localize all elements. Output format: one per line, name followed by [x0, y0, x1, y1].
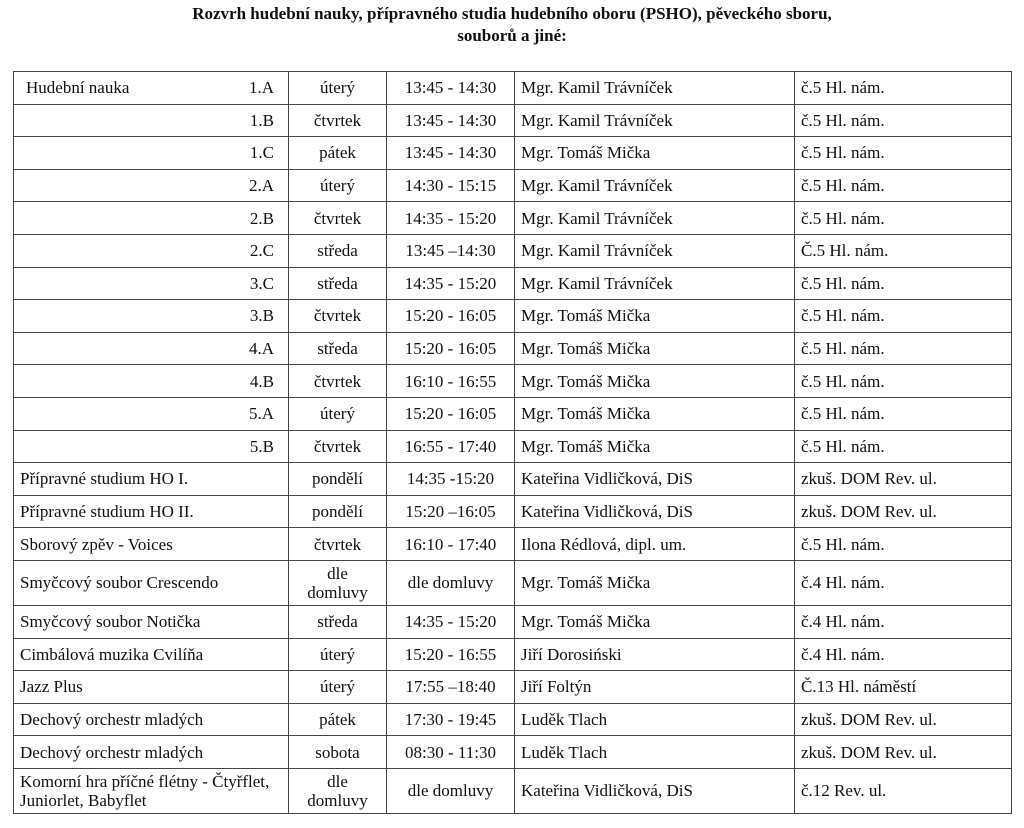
place-cell: č.12 Rev. ul. [795, 768, 1012, 813]
day-cell: čtvrtek [289, 300, 387, 333]
day-cell: čtvrtek [289, 528, 387, 561]
group-label: 5.B [249, 436, 274, 456]
group-label: 3.B [249, 306, 274, 326]
day-cell: úterý [289, 671, 387, 704]
teacher-cell: Mgr. Kamil Trávníček [515, 72, 795, 105]
subject-cell [14, 267, 289, 300]
place-cell: č.5 Hl. nám. [795, 365, 1012, 398]
teacher-cell: Jiří Foltýn [515, 671, 795, 704]
table-row [14, 234, 1012, 267]
table-row [14, 300, 1012, 333]
time-cell: 13:45 - 14:30 [387, 137, 515, 170]
table-row [14, 72, 1012, 105]
group-label: 1.C [249, 143, 274, 163]
day-cell: dle domluvy [289, 768, 387, 813]
teacher-cell: Mgr. Tomáš Mička [515, 365, 795, 398]
teacher-cell: Mgr. Tomáš Mička [515, 300, 795, 333]
day-cell: pondělí [289, 495, 387, 528]
teacher-cell: Mgr. Tomáš Mička [515, 605, 795, 638]
time-cell: 13:45 - 14:30 [387, 72, 515, 105]
title-line-1: Rozvrh hudební nauky, přípravného studia hudebního oboru (PSHO), pěveckého sboru, [192, 4, 832, 23]
teacher-cell: Mgr. Tomáš Mička [515, 430, 795, 463]
place-cell: č.5 Hl. nám. [795, 397, 1012, 430]
day-cell: pátek [289, 703, 387, 736]
group-label: 5.A [248, 404, 274, 424]
subject-name: Dechový orchestr mladých [20, 742, 204, 762]
time-cell: 16:10 - 16:55 [387, 365, 515, 398]
subject-cell [14, 104, 289, 137]
table-row [14, 528, 1012, 561]
subject-cell [14, 137, 289, 170]
day-cell: úterý [289, 397, 387, 430]
time-cell: 16:10 - 17:40 [387, 528, 515, 561]
subject-cell [14, 736, 289, 769]
subject-cell [14, 300, 289, 333]
day-cell: úterý [289, 72, 387, 105]
table-row [14, 169, 1012, 202]
day-cell: středa [289, 267, 387, 300]
time-cell: 15:20 - 16:05 [387, 332, 515, 365]
group-label: 1.B [249, 110, 274, 130]
time-cell: 17:55 –18:40 [387, 671, 515, 704]
teacher-cell: Jiří Dorosiński [515, 638, 795, 671]
time-cell: dle domluvy [387, 768, 515, 813]
subject-cell [14, 397, 289, 430]
subject-cell [14, 528, 289, 561]
table-row [14, 365, 1012, 398]
table-row [14, 397, 1012, 430]
document-title [0, 3, 1024, 47]
day-cell: pondělí [289, 463, 387, 496]
day-cell: středa [289, 605, 387, 638]
subject-name: Smyčcový soubor Notička [20, 612, 201, 632]
place-cell: č.5 Hl. nám. [795, 528, 1012, 561]
subject-name: Jazz Plus [20, 677, 83, 697]
place-cell: zkuš. DOM Rev. ul. [795, 736, 1012, 769]
place-cell: č.5 Hl. nám. [795, 137, 1012, 170]
subject-name: Smyčcový soubor Crescendo [20, 573, 219, 593]
day-cell: středa [289, 332, 387, 365]
teacher-cell: Mgr. Kamil Trávníček [515, 104, 795, 137]
day-cell: středa [289, 234, 387, 267]
place-cell: č.5 Hl. nám. [795, 104, 1012, 137]
subject-name: Přípravné studium HO I. [20, 469, 189, 489]
teacher-cell: Mgr. Tomáš Mička [515, 137, 795, 170]
teacher-cell: Luděk Tlach [515, 703, 795, 736]
time-cell: 14:35 -15:20 [387, 463, 515, 496]
subject-name: Cimbálová muzika Cvilíňa [20, 644, 204, 664]
subject-cell [14, 560, 289, 605]
table-row [14, 671, 1012, 704]
place-cell: č.5 Hl. nám. [795, 332, 1012, 365]
subject-cell [14, 72, 289, 105]
time-cell: dle domluvy [387, 560, 515, 605]
subject-cell [14, 671, 289, 704]
place-cell: č.5 Hl. nám. [795, 202, 1012, 235]
time-cell: 14:35 - 15:20 [387, 202, 515, 235]
group-label: 4.A [248, 339, 274, 359]
teacher-cell: Mgr. Kamil Trávníček [515, 234, 795, 267]
day-cell: úterý [289, 638, 387, 671]
place-cell: č.5 Hl. nám. [795, 169, 1012, 202]
time-cell: 13:45 –14:30 [387, 234, 515, 267]
place-cell: zkuš. DOM Rev. ul. [795, 463, 1012, 496]
place-cell: č.4 Hl. nám. [795, 605, 1012, 638]
day-cell: pátek [289, 137, 387, 170]
table-row [14, 560, 1012, 605]
place-cell: č.5 Hl. nám. [795, 72, 1012, 105]
place-cell: č.4 Hl. nám. [795, 560, 1012, 605]
group-label: 1.A [248, 78, 274, 98]
place-cell: č.5 Hl. nám. [795, 300, 1012, 333]
time-cell: 15:20 –16:05 [387, 495, 515, 528]
subject-name: Hudební nauka [26, 78, 130, 98]
subject-cell [14, 703, 289, 736]
teacher-cell: Mgr. Kamil Trávníček [515, 202, 795, 235]
subject-cell [14, 463, 289, 496]
time-cell: 16:55 - 17:40 [387, 430, 515, 463]
place-cell: Č.5 Hl. nám. [795, 234, 1012, 267]
table-row [14, 703, 1012, 736]
time-cell: 17:30 - 19:45 [387, 703, 515, 736]
subject-cell [14, 638, 289, 671]
day-cell: dle domluvy [289, 560, 387, 605]
table-row [14, 736, 1012, 769]
time-cell: 14:30 - 15:15 [387, 169, 515, 202]
title-line-2: souborů a jiné: [457, 26, 567, 45]
subject-cell [14, 169, 289, 202]
time-cell: 13:45 - 14:30 [387, 104, 515, 137]
place-cell: č.5 Hl. nám. [795, 430, 1012, 463]
place-cell: zkuš. DOM Rev. ul. [795, 495, 1012, 528]
teacher-cell: Mgr. Tomáš Mička [515, 332, 795, 365]
subject-cell [14, 768, 289, 813]
subject-cell [14, 605, 289, 638]
table-row [14, 430, 1012, 463]
table-row [14, 463, 1012, 496]
teacher-cell: Luděk Tlach [515, 736, 795, 769]
table-row [14, 638, 1012, 671]
table-row [14, 104, 1012, 137]
subject-name: Sborový zpěv - Voices [20, 534, 173, 554]
teacher-cell: Ilona Rédlová, dipl. um. [515, 528, 795, 561]
day-cell: čtvrtek [289, 430, 387, 463]
subject-cell [14, 234, 289, 267]
schedule-body [14, 72, 1012, 814]
place-cell: Č.13 Hl. náměstí [795, 671, 1012, 704]
group-label: 2.C [249, 241, 274, 261]
time-cell: 14:35 - 15:20 [387, 267, 515, 300]
group-label: 2.B [249, 208, 274, 228]
subject-name: Dechový orchestr mladých [20, 709, 204, 729]
place-cell: č.4 Hl. nám. [795, 638, 1012, 671]
teacher-cell: Mgr. Kamil Trávníček [515, 267, 795, 300]
subject-cell [14, 332, 289, 365]
teacher-cell: Kateřina Vidličková, DiS [515, 768, 795, 813]
subject-cell [14, 365, 289, 398]
time-cell: 15:20 - 16:55 [387, 638, 515, 671]
group-label: 4.B [249, 371, 274, 391]
subject-name: Přípravné studium HO II. [20, 502, 194, 522]
day-cell: úterý [289, 169, 387, 202]
place-cell: č.5 Hl. nám. [795, 267, 1012, 300]
time-cell: 08:30 - 11:30 [387, 736, 515, 769]
table-row [14, 495, 1012, 528]
day-cell: čtvrtek [289, 202, 387, 235]
table-row [14, 768, 1012, 813]
teacher-cell: Kateřina Vidličková, DiS [515, 463, 795, 496]
place-cell: zkuš. DOM Rev. ul. [795, 703, 1012, 736]
teacher-cell: Kateřina Vidličková, DiS [515, 495, 795, 528]
table-row [14, 267, 1012, 300]
schedule-table [13, 71, 1012, 814]
subject-name: Komorní hra příčné flétny - Čtyřflet, Juniorlet, Babyflet [20, 771, 270, 810]
teacher-cell: Mgr. Tomáš Mička [515, 560, 795, 605]
time-cell: 15:20 - 16:05 [387, 300, 515, 333]
table-row [14, 137, 1012, 170]
day-cell: sobota [289, 736, 387, 769]
table-row [14, 202, 1012, 235]
teacher-cell: Mgr. Kamil Trávníček [515, 169, 795, 202]
subject-cell [14, 202, 289, 235]
group-label: 2.A [248, 176, 274, 196]
group-label: 3.C [249, 273, 274, 293]
day-cell: čtvrtek [289, 365, 387, 398]
time-cell: 14:35 - 15:20 [387, 605, 515, 638]
table-row [14, 605, 1012, 638]
teacher-cell: Mgr. Tomáš Mička [515, 397, 795, 430]
subject-cell [14, 430, 289, 463]
table-row [14, 332, 1012, 365]
time-cell: 15:20 - 16:05 [387, 397, 515, 430]
day-cell: čtvrtek [289, 104, 387, 137]
subject-cell [14, 495, 289, 528]
